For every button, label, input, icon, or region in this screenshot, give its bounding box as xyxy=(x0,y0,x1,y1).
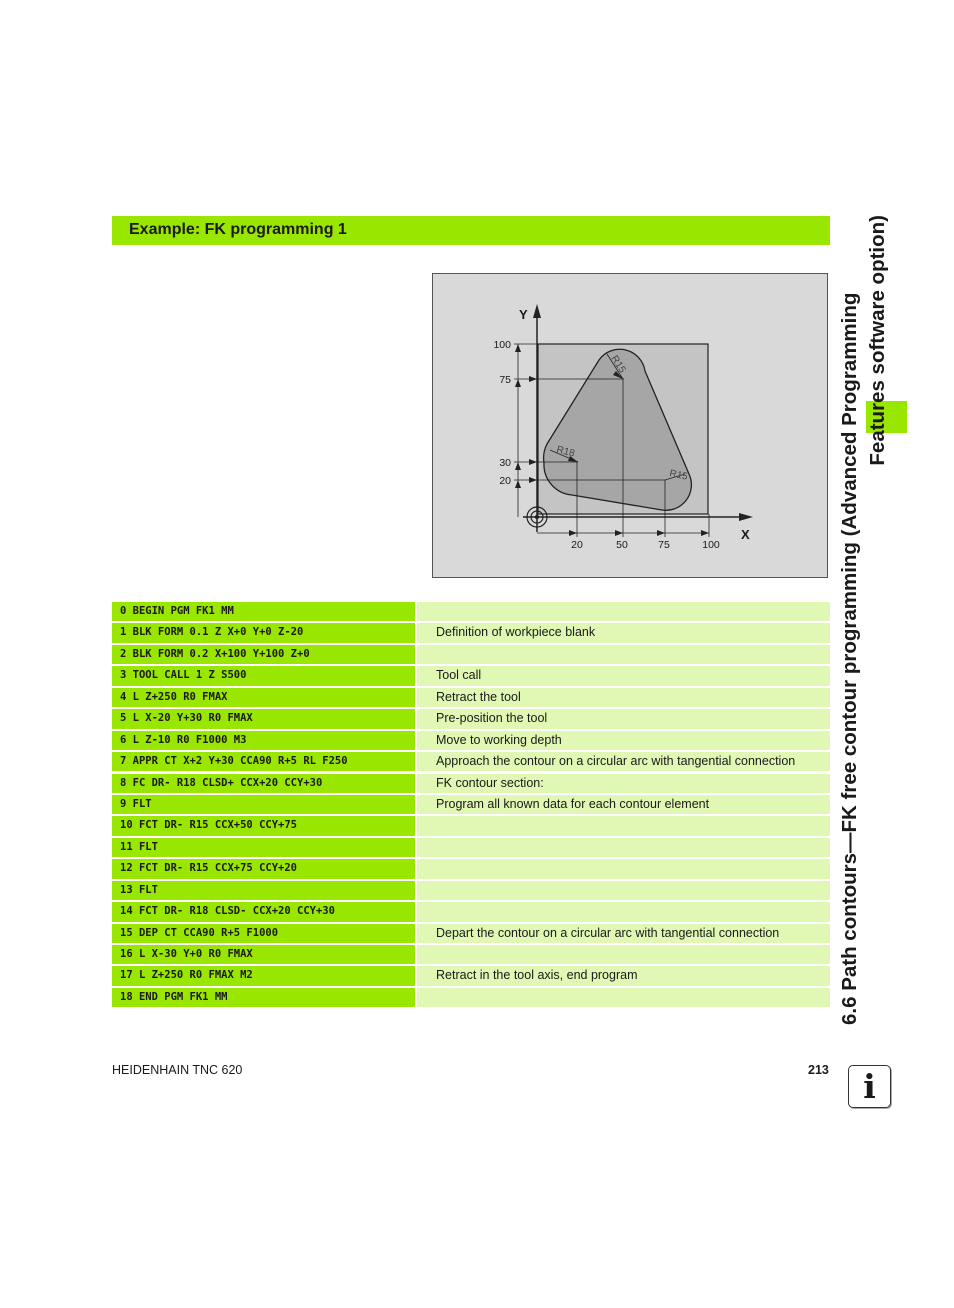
info-icon xyxy=(848,1065,891,1108)
radius-label: R18 xyxy=(555,444,576,460)
program-code: 6 L Z-10 R0 F1000 M3 xyxy=(112,731,415,750)
program-row xyxy=(112,859,830,878)
program-row xyxy=(112,623,830,642)
side-title-line-1: 6.6 Path contours—FK free contour programming (Advanced Programming xyxy=(838,292,861,1025)
program-row xyxy=(112,774,830,793)
page-number: 213 xyxy=(808,1063,829,1077)
program-code: 12 FCT DR- R15 CCX+75 CCY+20 xyxy=(112,859,415,878)
y-tick-label: 100 xyxy=(493,339,511,351)
x-axis-arrow xyxy=(739,513,753,521)
footer-product: HEIDENHAIN TNC 620 xyxy=(112,1063,243,1077)
program-description xyxy=(417,816,830,835)
program-row xyxy=(112,881,830,900)
program-description xyxy=(417,859,830,878)
program-row xyxy=(112,945,830,964)
program-description: Program all known data for each contour element xyxy=(417,795,830,814)
program-description xyxy=(417,881,830,900)
x-axis-label: X xyxy=(741,527,750,542)
program-code: 9 FLT xyxy=(112,795,415,814)
program-description xyxy=(417,988,830,1007)
program-description: Tool call xyxy=(417,666,830,685)
program-code: 4 L Z+250 R0 FMAX xyxy=(112,688,415,707)
program-row xyxy=(112,924,830,943)
section-header-bar xyxy=(112,216,830,245)
chapter-side-title xyxy=(835,215,905,1025)
program-row xyxy=(112,709,830,728)
program-row xyxy=(112,731,830,750)
program-description xyxy=(417,945,830,964)
x-tick-label: 20 xyxy=(571,539,583,551)
program-description: Depart the contour on a circular arc with tangential connection xyxy=(417,924,830,943)
radius-label: R15 xyxy=(608,353,628,376)
y-tick-label: 30 xyxy=(499,457,511,469)
program-code: 2 BLK FORM 0.2 X+100 Y+100 Z+0 xyxy=(112,645,415,664)
program-description: Approach the contour on a circular arc with tangential connection xyxy=(417,752,830,771)
program-code: 3 TOOL CALL 1 Z S500 xyxy=(112,666,415,685)
program-description xyxy=(417,602,830,621)
program-row xyxy=(112,966,830,985)
program-code: 10 FCT DR- R15 CCX+50 CCY+75 xyxy=(112,816,415,835)
program-code: 18 END PGM FK1 MM xyxy=(112,988,415,1007)
program-code: 16 L X-30 Y+0 R0 FMAX xyxy=(112,945,415,964)
nc-program-table xyxy=(112,602,830,1009)
program-row xyxy=(112,602,830,621)
program-row xyxy=(112,688,830,707)
x-tick-label: 75 xyxy=(658,539,670,551)
section-title: Example: FK programming 1 xyxy=(129,221,347,238)
y-axis-label: Y xyxy=(519,307,528,322)
program-description xyxy=(417,645,830,664)
program-row xyxy=(112,666,830,685)
info-icon-glyph: i xyxy=(863,1067,876,1106)
contour-figure xyxy=(432,273,828,578)
program-code: 14 FCT DR- R18 CLSD- CCX+20 CCY+30 xyxy=(112,902,415,921)
program-row xyxy=(112,838,830,857)
program-code: 11 FLT xyxy=(112,838,415,857)
program-row xyxy=(112,816,830,835)
program-description xyxy=(417,838,830,857)
program-row xyxy=(112,645,830,664)
program-code: 0 BEGIN PGM FK1 MM xyxy=(112,602,415,621)
program-description xyxy=(417,902,830,921)
program-row xyxy=(112,795,830,814)
program-row xyxy=(112,752,830,771)
y-tick-label: 75 xyxy=(499,374,511,386)
contour-drawing xyxy=(433,274,827,577)
program-row xyxy=(112,902,830,921)
program-code: 8 FC DR- R18 CLSD+ CCX+20 CCY+30 xyxy=(112,774,415,793)
program-description: FK contour section: xyxy=(417,774,830,793)
y-axis-arrow xyxy=(533,304,541,318)
program-description: Pre-position the tool xyxy=(417,709,830,728)
radius-label: R15 xyxy=(668,468,689,483)
program-code: 17 L Z+250 R0 FMAX M2 xyxy=(112,966,415,985)
program-code: 13 FLT xyxy=(112,881,415,900)
program-code: 1 BLK FORM 0.1 Z X+0 Y+0 Z-20 xyxy=(112,623,415,642)
x-tick-label: 100 xyxy=(702,539,720,551)
program-description: Retract the tool xyxy=(417,688,830,707)
side-title-line-2: Features software option) xyxy=(866,215,889,466)
program-code: 7 APPR CT X+2 Y+30 CCA90 R+5 RL F250 xyxy=(112,752,415,771)
program-description: Definition of workpiece blank xyxy=(417,623,830,642)
program-code: 5 L X-20 Y+30 R0 FMAX xyxy=(112,709,415,728)
y-tick-label: 20 xyxy=(499,475,511,487)
program-code: 15 DEP CT CCA90 R+5 F1000 xyxy=(112,924,415,943)
x-tick-label: 50 xyxy=(616,539,628,551)
program-description: Retract in the tool axis, end program xyxy=(417,966,830,985)
program-row xyxy=(112,988,830,1007)
program-description: Move to working depth xyxy=(417,731,830,750)
